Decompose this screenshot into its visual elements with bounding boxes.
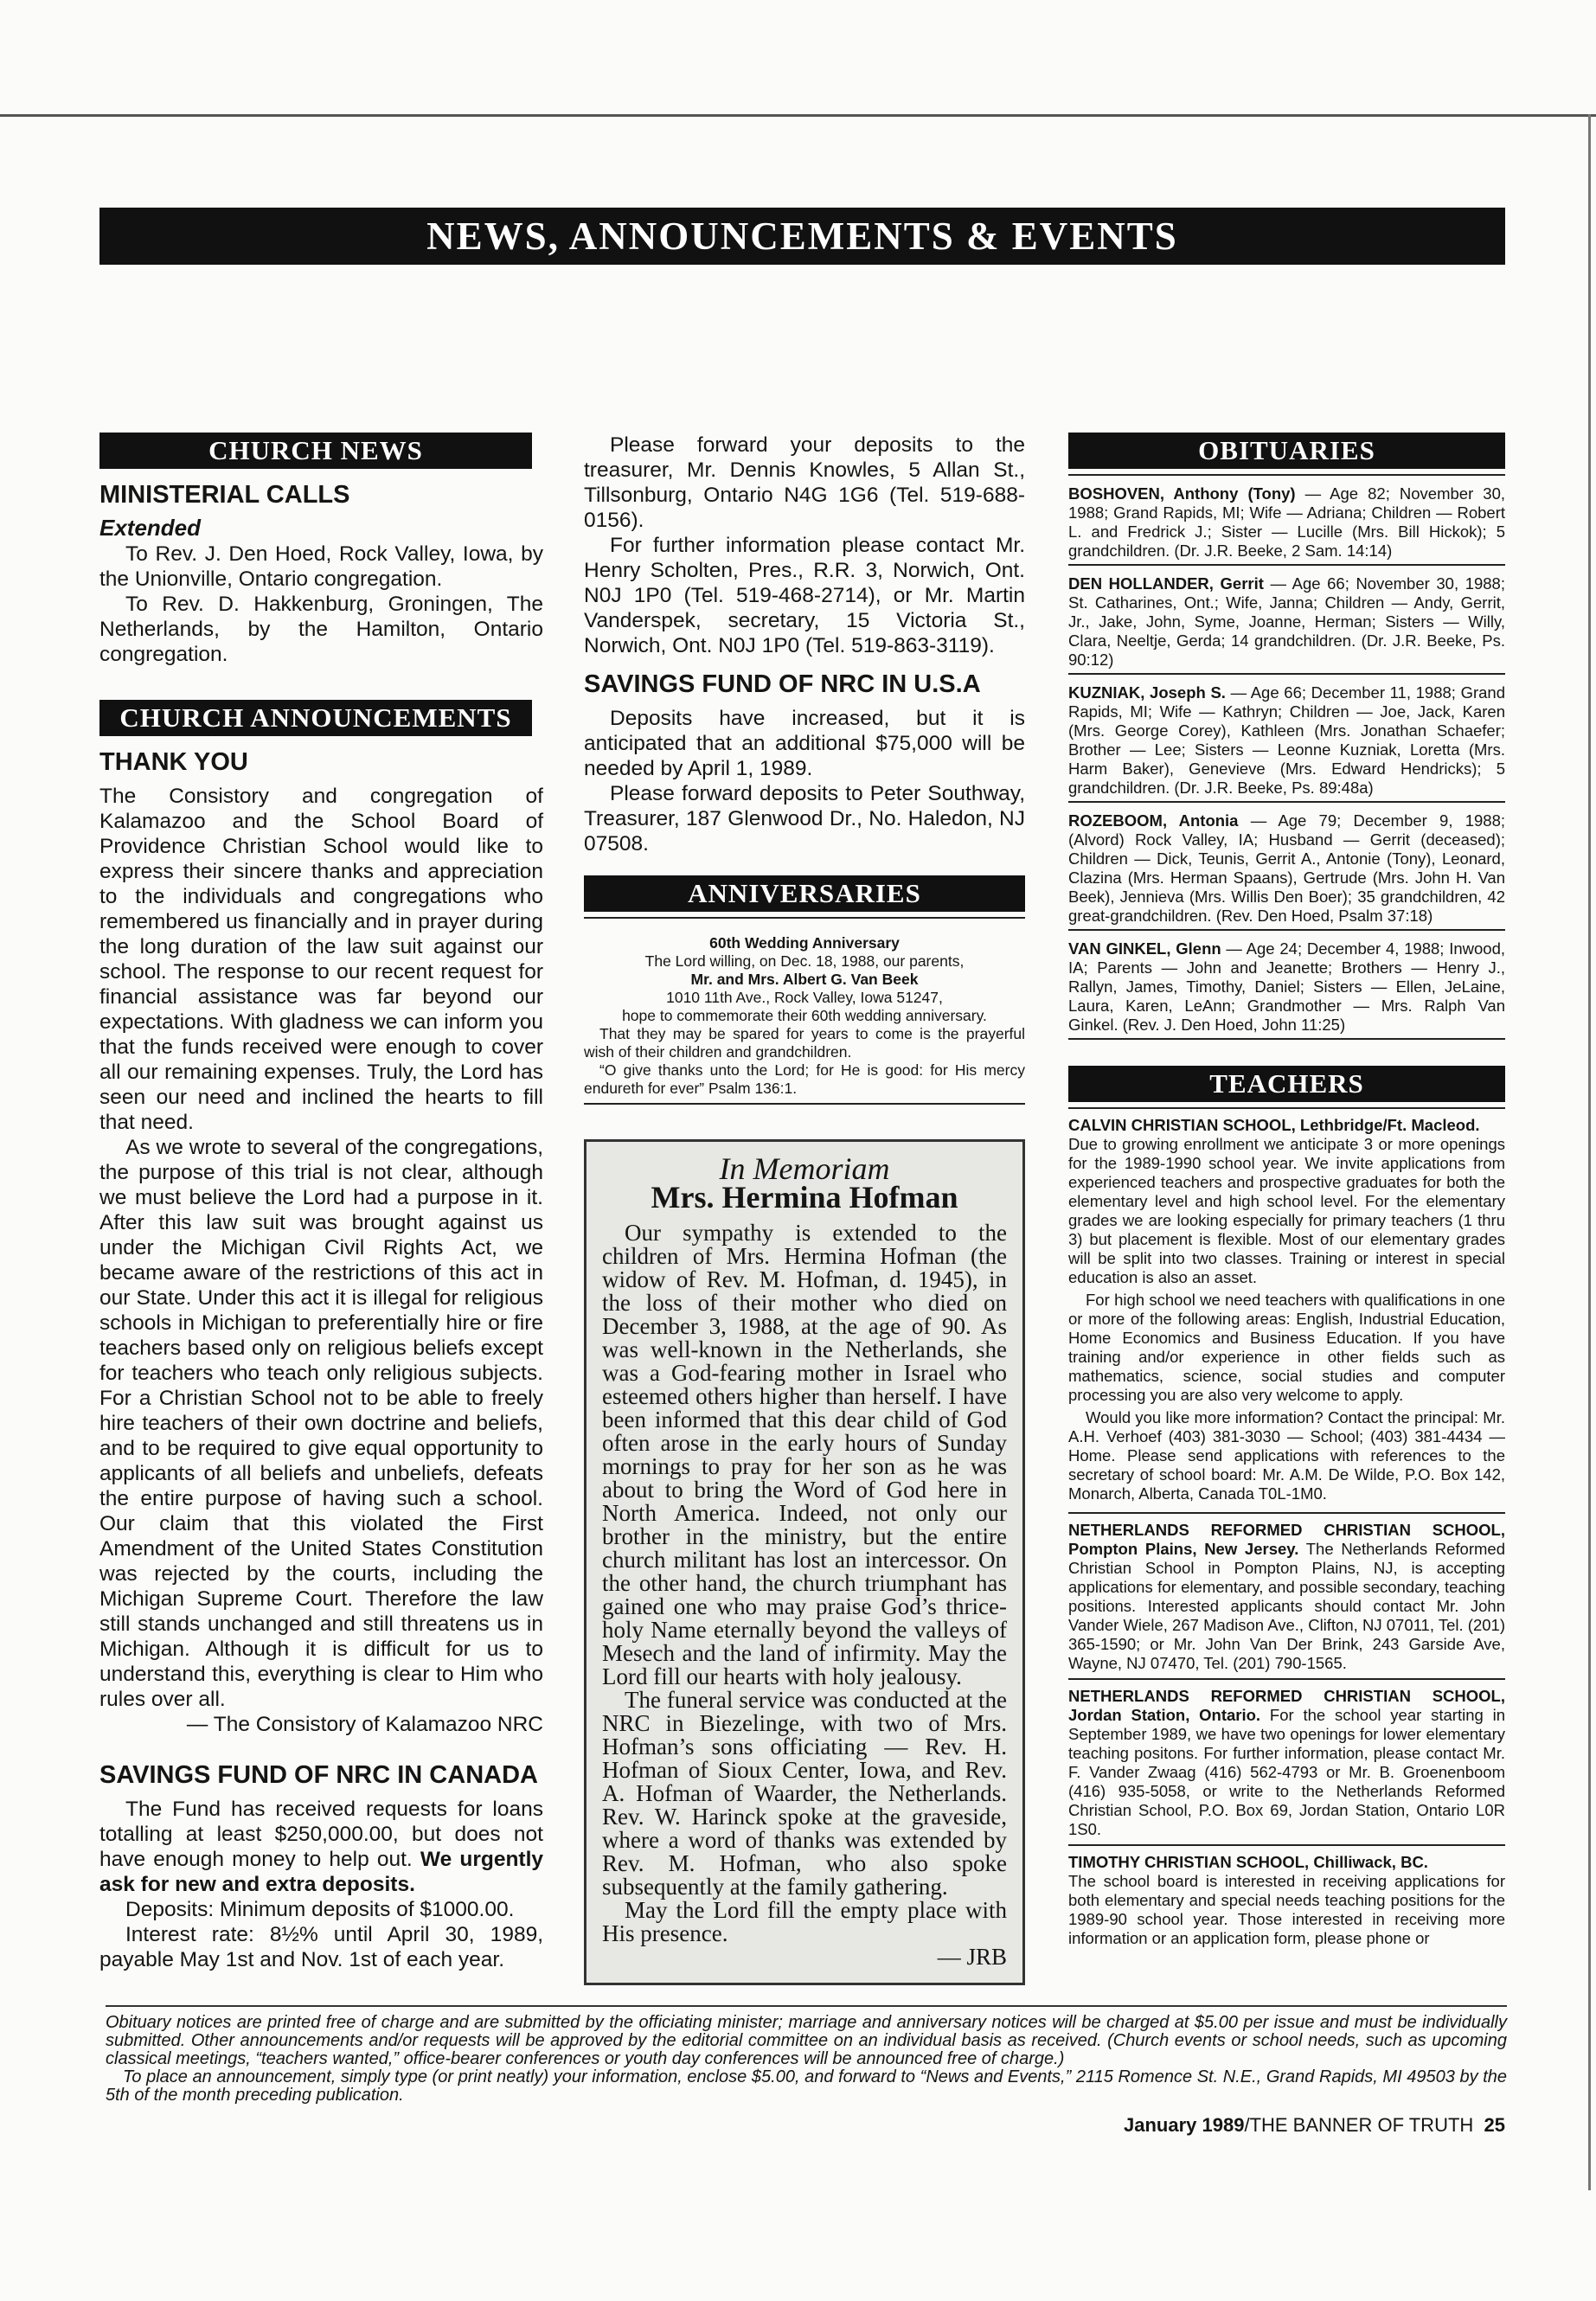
teacher-ad-calvin: [1068, 1109, 1505, 1514]
thank-you-body: [99, 784, 543, 1737]
savings-canada-p1-text: The Fund has received requests for loans totalling at least $250,000.00, but does not have enough money to help out.: [99, 1798, 543, 1871]
savings-canada-p3: Interest rate: 8½% until April 30, 1989, payable May 1st and Nov. 1st of each year.: [99, 1923, 543, 1971]
calvin-p1: Due to growing enrollment we anticipate 3 or more openings for the 1989-1990 school year. We invite applications from experienced teachers and prospective graduates for both the elementary level and high school level. For the elementary grades we are looking especially for primary teachers (1 thru 3) but placement is flexible. Most of our elementary grades will be split into two classes. Training or interest in special education is also an asset.: [1068, 1135, 1505, 1286]
obituary-entry: [1068, 675, 1505, 803]
timothy-school-body: The school board is interested in receiving applications for both elementary and special needs teaching positions for the 1989-90 school year. Those interested in receiving more information or an application form, please phone or: [1068, 1872, 1505, 1947]
obituary-text: — Age 79; December 9, 1988; (Alvord) Rock Valley, IA; Husband — Gerrit (deceased); Children — Dick, Teunis, Gerrit A., Antonie (Tony), Leonard, Clazina (Mrs. Herman Spaans), Gertrude (Mrs. John H. Van Beek), Jennieva (Mrs. Willis Den Boer); 35 grandchildren, 42 great-grandchildren. (Rev. Den Hoed, Psalm 37:18): [1068, 811, 1506, 925]
ministerial-calls-heading: MINISTERIAL CALLS: [99, 481, 350, 509]
left-column: [99, 433, 543, 1972]
obituary-text: — Age 24; December 4, 1988; Inwood, IA; Parents — John and Jeanette; Brothers — Henry J., Rallyn, James, Timothy, Daniel; Sisters — Ellen, JeLaine, Laura, Karen, LeAnn; Grandmother — Mrs. Ralph Van Ginkel. (Rev. J. Den Hoed, John 11:25): [1068, 939, 1505, 1034]
obituary-entry: [1068, 566, 1505, 675]
page-banner: NEWS, ANNOUNCEMENTS & EVENTS: [99, 208, 1505, 265]
obituary-text: — Age 66; November 30, 1988; St. Catharines, Ont.; Wife, Janna; Children — Andy, Gerrit, Jr., Jake, John, Syme, Joanne, Herman; Sisters — Willy, Clara, Neeltje, Gerda; 14 grandchildren. (Dr. J.R. Beeke, Ps. 90:12): [1068, 574, 1505, 669]
anniversary-p2: “O give thanks unto the Lord; for He is good: for His mercy endureth for ever” Psalm 136:1.: [584, 1061, 1025, 1097]
calvin-p3: Would you like more information? Contact the principal: Mr. A.H. Verhoef (403) 381-3030 — School; (403) 381-4434 — Home. Please send applications with references to the secretary of school board: Mr. A.M. De Wilde, P.O. Box 142, Monarch, Alberta, Canada T0L-1M0.: [1068, 1408, 1505, 1503]
teacher-ad-pompton: [1068, 1514, 1505, 1680]
savings-canada-urgent: We urgently ask for new and extra deposits.: [99, 1848, 544, 1896]
savings-canada-p2: Deposits: Minimum deposits of $1000.00.: [125, 1898, 515, 1921]
calvin-p2: For high school we need teachers with qualifications in one or more of the following areas: English, Industrial Education, Home Economics and Business Education. If you have training and/or experience in other fields such as mathematics, science, social studies and computer processing you are also very welcome to apply.: [1068, 1291, 1505, 1404]
extended-subheading: Extended: [99, 515, 202, 541]
thank-you-p1: The Consistory and congregation of Kalamazoo and the School Board of Providence Christian School would like to express their sincere thanks and appreciation to the individuals and congregations who remembered us financially and in prayer during the long duration of the law suit against our school. The response to our recent request for financial assistance was far beyond our expectations. With gladness we can inform you that the funds received were enough to cover all our remaining expenses. Truly, the Lord has seen our need and inclined the hearts to fill that need.: [99, 785, 543, 1134]
anniversary-bottom-rule: [584, 1103, 1025, 1105]
anniversary-line1: The Lord willing, on Dec. 18, 1988, our parents,: [644, 952, 965, 970]
anniversary-subtitle: 60th Wedding Anniversary: [709, 934, 900, 952]
call-1: To Rev. J. Den Hoed, Rock Valley, Iowa, by the Unionville, Ontario congregation.: [99, 542, 543, 591]
jordan-school-heading: NETHERLANDS REFORMED CHRISTIAN SCHOOL, Jordan Station, Ontario.: [1068, 1687, 1505, 1724]
obituary-name: VAN GINKEL, Glenn: [1068, 939, 1221, 958]
savings-usa-heading: SAVINGS FUND OF NRC IN U.S.A: [584, 670, 981, 698]
in-memoriam-box: [584, 1139, 1025, 1985]
footnote-p2: To place an announcement, simply type (or print neatly) your information, enclose $5.00, and forward to “News and Events,” 2115 Romence St. N.E., Grand Rapids, MI 49503 by the 5th of the month preceding publication.: [106, 2067, 1507, 2105]
jordan-school-body: For the school year starting in September 1989, we have two openings for lower elementary teaching positons. For further information, please contact Mr. F. Vander Zwaag (416) 562-4793 or Mr. B. Groenenboom (416) 935-5058, or write to the Netherlands Reformed Christian School, P.O. Box 69, Jordan Station, Ontario L0R 1S0.: [1068, 1706, 1506, 1838]
thank-you-heading: THANK YOU: [99, 748, 248, 776]
anniversary-line2: hope to commemorate their 60th wedding anniversary.: [622, 1007, 987, 1024]
savings-canada-body: [99, 1797, 543, 1972]
obituary-name: ROZEBOOM, Antonia: [1068, 811, 1239, 830]
pompton-school-body: The Netherlands Reformed Christian School in Pompton Plains, NJ, is accepting applications for elementary, and possible secondary, teaching positions. Interested applicants should contact Mr. John Vander Wiele, 267 Madison Ave., Clifton, NJ 07011, Tel. (201) 365-1590; or Mr. John Van Der Brink, 243 Garside Ave, Wayne, NJ 07470, Tel. (201) 790-1565.: [1068, 1540, 1505, 1672]
obituary-name: DEN HOLLANDER, Gerrit: [1068, 574, 1264, 593]
savings-canada-p1: [99, 1797, 543, 1897]
teacher-ad-jordan: [1068, 1680, 1505, 1846]
obituary-text: — Age 66; December 11, 1988; Grand Rapids, MI; Wife — Kathryn; Children — Joe, Jack, Karen (Mrs. George Corey), Kathleen (Mrs. Jonathan Schaefer; Brother — Lee; Sisters — Leonne Kuzniak, Loretta (Mrs. Harm Baker), Genevieve (Mrs. Edward Hendricks); 5 grandchildren. (Dr. J.R. Beeke, Ps. 89:48a): [1068, 683, 1505, 797]
top-rule: [0, 114, 1596, 117]
memoriam-signature: — JRB: [937, 1944, 1007, 1970]
savings-usa-p1: Deposits have increased, but it is anticipated that an additional $75,000 will be needed by April 1, 1989.: [584, 707, 1025, 780]
savings-usa-body: [584, 706, 1025, 856]
page-folio: [1124, 2114, 1505, 2137]
ministerial-calls-body: [99, 542, 543, 667]
church-announcements-header: CHURCH ANNOUNCEMENTS: [99, 700, 532, 736]
savings-canada-heading: SAVINGS FUND OF NRC IN CANADA: [99, 1761, 538, 1789]
timothy-school-heading: TIMOTHY CHRISTIAN SCHOOL, Chilliwack, BC.: [1068, 1853, 1428, 1871]
folio-publication: /THE BANNER OF TRUTH: [1244, 2114, 1474, 2136]
anniversaries-header: ANNIVERSARIES: [584, 875, 1025, 912]
anniversary-notice: [584, 934, 1025, 1098]
obituary-entry: [1068, 931, 1505, 1040]
teachers-header: TEACHERS: [1068, 1066, 1505, 1102]
obituaries-header: OBITUARIES: [1068, 433, 1505, 469]
anniversary-names: Mr. and Mrs. Albert G. Van Beek: [690, 971, 919, 988]
memoriam-p1: Our sympathy is extended to the children of Mrs. Hermina Hofman (the widow of Rev. M. Hofman, d. 1945), in the loss of their mother who died on December 3, 1988, at the age of 90. As was well-known in the Netherlands, she was a God-fearing mother in Israel who esteemed others higher than herself. I have been informed that this dear child of God often arose in the early hours of Sunday mornings to pray for her son as he was about to bring the Word of God here in North America. Indeed, not only our brother in the ministry, but the entire church militant has lost an intercessor. On the other hand, the church triumphant has gained one who may praise God’s thrice-holy Name eternally beyond the valleys of Mesech and the land of infirmity. May the Lord fill our hearts with holy jealousy.: [602, 1220, 1007, 1689]
savings-usa-p2: Please forward deposits to Peter Southway, Treasurer, 187 Glenwood Dr., No. Haledon, NJ 07508.: [584, 782, 1025, 856]
memoriam-title: In Memoriam: [719, 1151, 890, 1186]
anniversary-address: 1010 11th Ave., Rock Valley, Iowa 51247,: [666, 989, 943, 1006]
savings-canada-p4: Please forward your deposits to the treasurer, Mr. Dennis Knowles, 5 Allan St., Tillsonburg, Ontario N4G 1G6 (Tel. 519-688-0156).: [584, 433, 1025, 532]
savings-canada-continued: [584, 433, 1025, 658]
anniversaries-rule: [584, 917, 1025, 919]
call-2: To Rev. D. Hakkenburg, Groningen, The Netherlands, by the Hamilton, Ontario congregation.: [99, 593, 543, 666]
obituary-text: — Age 82; November 30, 1988; Grand Rapids, MI; Wife — Adriana; Children — Robert L. and Fredrick J.; Sister — Lucille (Mrs. Bill Hickok); 5 grandchildren. (Dr. J.R. Beeke, 2 Sam. 14:14): [1068, 484, 1506, 560]
folio-date: January 1989: [1124, 2114, 1245, 2136]
thank-you-signature: — The Consistory of Kalamazoo NRC: [186, 1713, 543, 1736]
calvin-school-body: [1068, 1135, 1505, 1503]
right-edge-rule: [1588, 114, 1591, 2190]
submission-footnote: [106, 2005, 1507, 2105]
thank-you-p2: As we wrote to several of the congregations, the purpose of this trial is not clear, although we must believe the Lord had a purpose in it. After this law suit was brought against us under the Michigan Civil Rights Act, we became aware of the restrictions of this act in our State. Under this act it is illegal for religious schools in Michigan to preferentially hire or fire teachers based only on religious beliefs except for teachers who teach only religious subjects. For a Christian School not to be able to freely hire teachers of their own doctrine and beliefs, and to be required to give equal opportunity to applicants of all beliefs and unbeliefs, defeats the entire purpose of having such a school. Our claim that this violated the First Amendment of the United States Constitution was rejected by the courts, including the Michigan Supreme Court. Therefore the law still stands unchanged and still threatens us in Michigan. Although it is difficult for us to understand this, everything is clear to Him who rules over all.: [99, 1136, 543, 1711]
memoriam-p3: May the Lord fill the empty place with His presence.: [602, 1897, 1007, 1946]
savings-canada-p5: For further information please contact Mr. Henry Scholten, Pres., R.R. 3, Norwich, Ont. N0J 1P0 (Tel. 519-468-2714), or Mr. Martin Vanderspek, secretary, 15 Victoria St., Norwich, Ont. N0J 1P0 (Tel. 519-863-3119).: [584, 534, 1025, 657]
folio-page-number: 25: [1484, 2114, 1505, 2136]
obituary-entry: [1068, 803, 1505, 931]
calvin-school-heading: CALVIN CHRISTIAN SCHOOL, Lethbridge/Ft. Macleod.: [1068, 1116, 1480, 1134]
pompton-school-heading: NETHERLANDS REFORMED CHRISTIAN SCHOOL, Pompton Plains, New Jersey.: [1068, 1521, 1505, 1558]
footnote-p1: Obituary notices are printed free of charge and are submitted by the officiating minister; marriage and anniversary notices will be charged at $5.00 per issue and must be individually submitted. Other announcements and/or requests will be approved by the editorial committee on an individual basis as received. (Church events or school needs, such as upcoming classical meetings, “teachers wanted,” office-bearer conferences or youth day conferences will be announced free of charge.): [106, 2013, 1507, 2068]
memoriam-p2: The funeral service was conducted at the NRC in Biezelinge, with two of Mrs. Hofman’s sons officiating — Rev. H. Hofman of Sioux Center, Iowa, and Rev. A. Hofman of Waarder, the Netherlands. Rev. W. Harinck spoke at the graveside, where a word of thanks was extended by Rev. M. Hofman, who also spoke subsequently at the family gathering.: [602, 1687, 1007, 1900]
anniversary-p1: That they may be spared for years to come is the prayerful wish of their children and grandchildren.: [584, 1025, 1025, 1061]
obituary-entry: [1068, 476, 1505, 566]
obituary-name: KUZNIAK, Joseph S.: [1068, 683, 1226, 702]
obituary-name: BOSHOVEN, Anthony (Tony): [1068, 484, 1296, 503]
middle-column: [584, 433, 1025, 1985]
teacher-ad-timothy: [1068, 1846, 1505, 1953]
right-column: [1068, 433, 1505, 1953]
church-news-header: CHURCH NEWS: [99, 433, 532, 469]
memoriam-name: Mrs. Hermina Hofman: [651, 1180, 958, 1215]
